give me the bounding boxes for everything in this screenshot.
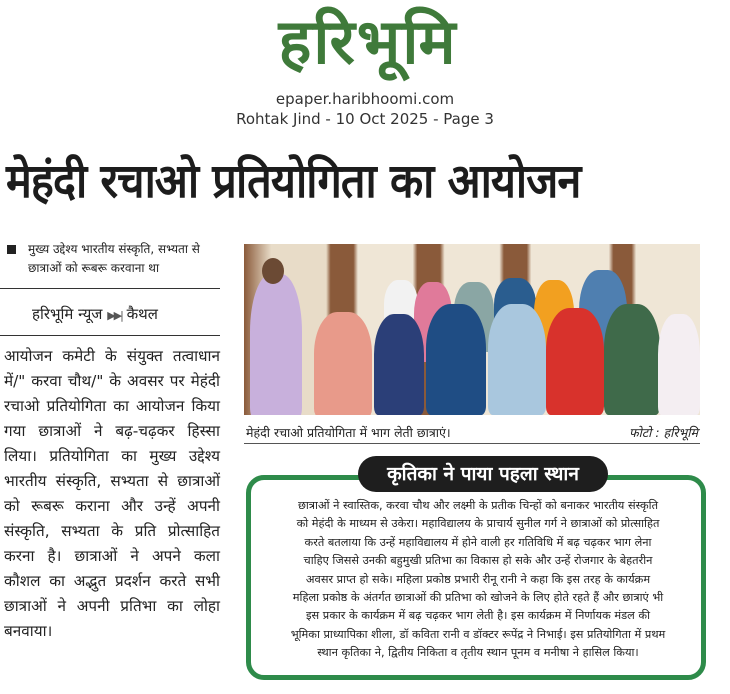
edition-info: Rohtak Jind - 10 Oct 2025 - Page 3 (236, 110, 494, 128)
article-highlight (0, 240, 220, 289)
left-column (0, 240, 220, 644)
double-arrow-icon: ▶▶| (107, 309, 122, 322)
newspaper-logo: हरिभूमि (278, 5, 458, 78)
photo-figure (546, 308, 604, 415)
sidebar-box-title: कृतिका ने पाया पहला स्थान (358, 456, 608, 492)
photo-figure (658, 314, 700, 415)
box-line: अवसर प्राप्त हो सके। महिला प्रकोष्ठ प्रभारी रीनू रानी ने कहा कि इस तरह के कार्यक्रम (305, 572, 651, 586)
photo-credit: फोटो : हरिभूमि (628, 425, 698, 440)
photo-figure (426, 304, 486, 415)
highlight-text: मुख्य उद्देश्य भारतीय संस्कृति, सभ्यता से छात्राओं को रूबरू करवाना था (28, 242, 200, 275)
photo-figure (250, 274, 302, 415)
byline (0, 303, 220, 336)
site-url: epaper.haribhoomi.com (275, 90, 455, 108)
bullet-square-icon (7, 245, 16, 254)
box-line: करते बतलाया कि उन्हें महाविद्यालय में होने वाली हर गतिविधि में बढ़ चढ़कर भाग लेना (304, 535, 652, 549)
photo-caption: मेहंदी रचाओ प्रतियोगिता में भाग लेती छात्राएं। (246, 425, 451, 440)
box-line: स्थान कृतिका ने, द्वितीय निकिता व तृतीय स्थान पूनम व मनीषा ने हासिल किया। (317, 646, 639, 660)
byline-place: कैथल (126, 305, 158, 323)
photo-figure (374, 314, 424, 415)
article-photo (244, 244, 700, 415)
sidebar-box-text (258, 497, 698, 663)
photo-figure (314, 312, 372, 415)
article-headline: मेहंदी रचाओ प्रतियोगिता का आयोजन (6, 154, 581, 209)
box-line: इस प्रकार के कार्यक्रम में बढ़ चढ़कर भाग लेती है। इस कार्यक्रम में निर्णायक मंडल की (306, 609, 650, 623)
box-line: महिला प्रकोष्ठ के अंतर्गत छात्राओं की प्रतिभा को खोजने के लिए होते रहते हैं और छात्राएं भी (292, 591, 664, 605)
box-line: भूमिका प्राध्यापिका शीला, डॉ कविता रानी व डॉक्टर रूपेंद्र ने निभाई। इस प्रतियोगिता में प्रथम (290, 627, 666, 641)
photo-figure (604, 304, 660, 415)
photo-caption-row (244, 424, 700, 444)
byline-source: हरिभूमि न्यूज (32, 305, 103, 323)
photo-figure (488, 304, 546, 415)
article-body: आयोजन कमेटी के संयुक्त तत्वाधान में/" करवा चौथ/" के अवसर पर मेहंदी रचाओ प्रतियोगिता का आयोजन किया गया छात्राओं ने बढ़-चढ़कर हिस्सा लिया। प्रतियोगिता का मुख्य उद्देश्य भारतीय संस्कृति, सभ्यता से छात्राओं को रूबरू कराना और उन्हें अपनी संस्कृति, सभ्यता के प्रति प्रोत्साहित करना है। छात्राओं ने अपने कला कौशल का अद्भुत प्रदर्शन करते सभी छात्राओं ने अपनी प्रतिभा का लोहा बनवाया। (4, 347, 220, 640)
box-line: को मेहंदी के माध्यम से उकेरा। महाविद्यालय के प्राचार्य सुनील गर्ग ने छात्राओं को प्रोत्साहित (296, 517, 660, 531)
photo-figure-head (262, 258, 284, 284)
box-line: छात्राओं ने स्वास्तिक, करवा चौथ और लक्ष्मी के प्रतीक चिन्हों को बनाकर भारतीय संस्कृति (297, 499, 659, 512)
box-line: चाहिए जिससे उनकी बहुमुखी प्रतिभा का विकास हो सके और उन्हें रोजगार के बेहतरीन (303, 554, 653, 568)
